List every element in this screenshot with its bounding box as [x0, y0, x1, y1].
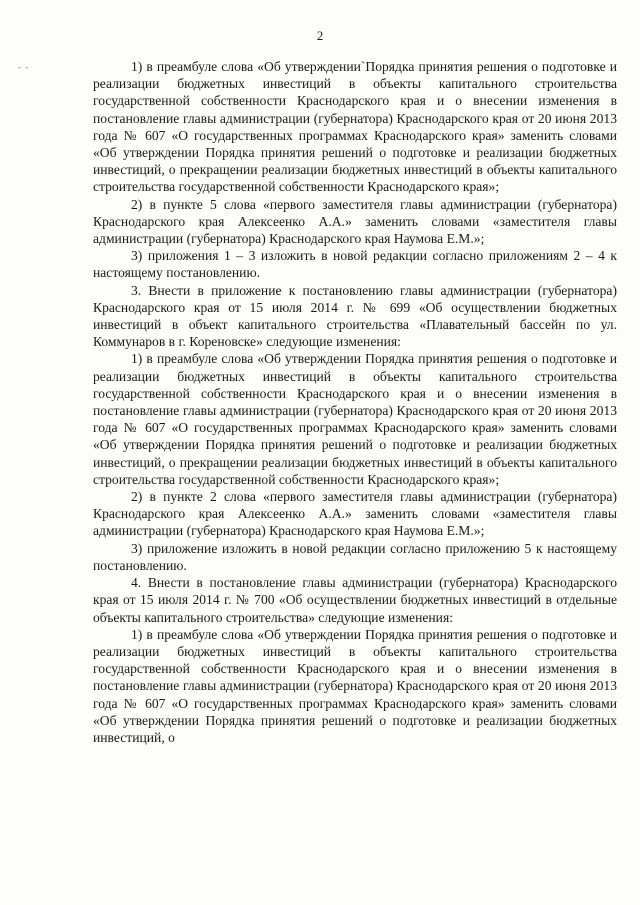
paragraph-appendix-5: 3) приложение изложить в новой редакции согласно приложению 5 к настоящему постановлению.	[93, 540, 617, 573]
paragraph-point-5: 2) в пункте 5 слова «первого заместителя главы администрации (губернатора) Краснодарского края Алексеенко А.А.» заменить словами «заместителя главы администрации (губернатора) Краснодарского края Наумова Е.М.»;	[93, 196, 617, 247]
paragraph-item-3: 3. Внести в приложение к постановлению главы администрации (губернатора) Краснодарского края от 15 июля 2014 г. № 699 «Об осуществлении бюджетных инвестиций в объект капитального строительства «Плавательный бассейн по ул. Коммунаров в г. Кореновске» следующие изменения:	[93, 282, 617, 350]
page-number: 2	[316, 28, 324, 43]
margin-marks: - -	[18, 62, 30, 72]
paragraph-item-4: 4. Внести в постановление главы администрации (губернатора) Краснодарского края от 15 июля 2014 г. № 700 «Об осуществлении бюджетных инвестиций в отдельные объекты капитального строительства» следующие изменения:	[93, 575, 617, 625]
paragraph-preamble-1: 1) в преамбуле слова «Об утверждении`Порядка принятия решения о подготовке и реализации бюджетных инвестиций в объекты капитального строительства государственной собственности Краснодарского края и о внесении изменения в постановление главы администрации (губернатора) Краснодарского края от 20 июня 2013 года № 607 «О государственных программах Краснодарского края» заменить словами «Об утверждении Порядка принятия решений о подготовке и реализации бюджетных инвестиций, о прекращении реализации бюджетных инвестиций в объекты капитального строительства государственной собственности Краснодарского края»;	[93, 59, 617, 195]
paragraph-preamble-3: 1) в преамбуле слова «Об утверждении Порядка принятия решения о подготовке и реализации бюджетных инвестиций в объекты капитального строительства государственной собственности Краснодарского края и о внесении изменения в постановление главы администрации (губернатора) Краснодарского края от 20 июня 2013 года № 607 «О государственных программах Краснодарского края» заменить словами «Об утверждении Порядка принятия решений о подготовке и реализации бюджетных инвестиций, о	[93, 626, 617, 745]
paragraph-preamble-2: 1) в преамбуле слова «Об утверждении Порядка принятия решения о подготовке и реализации бюджетных инвестиций в объекты капитального строительства государственной собственности Краснодарского края и о внесении изменения в постановление главы администрации (губернатора) Краснодарского края от 20 июня 2013 года № 607 «О государственных программах Краснодарского края» заменить словами «Об утверждении Порядка принятия решений о подготовке и реализации бюджетных инвестиций, о прекращении реализации бюджетных инвестиций в объекты капитального строительства государственной собственности Краснодарского края»;	[93, 351, 617, 487]
paragraph-appendices-1-3: 3) приложения 1 – 3 изложить в новой редакции согласно приложениям 2 – 4 к настоящему постановлению.	[93, 248, 617, 281]
paragraph-point-2: 2) в пункте 2 слова «первого заместителя главы администрации (губернатора) Краснодарского края Алексеенко А.А.» заменить словами «заместителя главы администрации (губернатора) Краснодарского края Наумова Е.М.»;	[93, 489, 617, 539]
document-body	[93, 58, 617, 746]
